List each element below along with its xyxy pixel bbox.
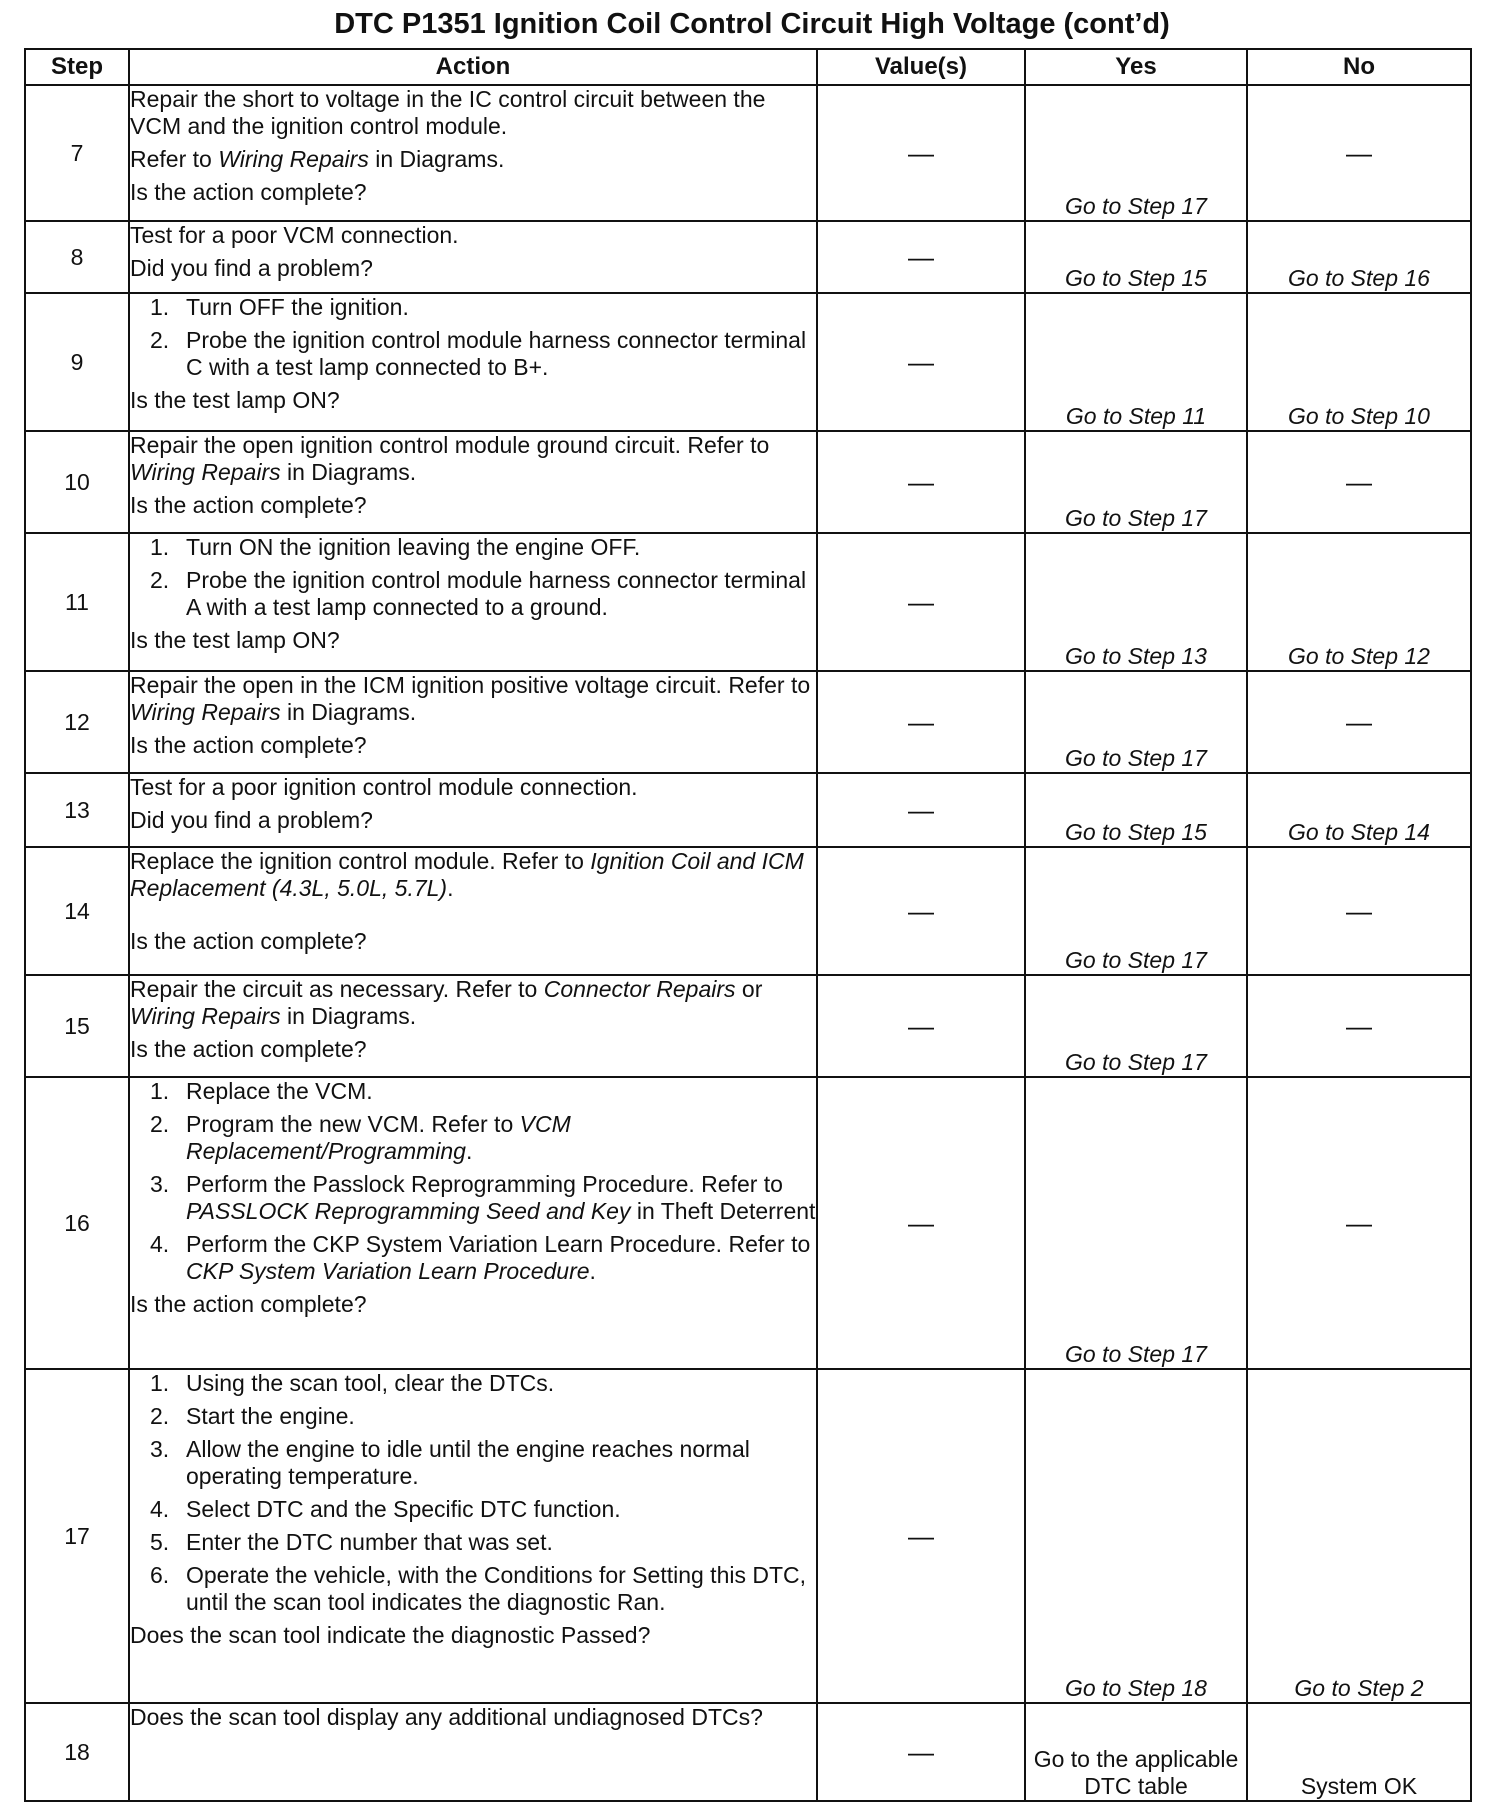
text-run: . [589, 1258, 596, 1284]
action-text [130, 1291, 816, 1318]
text-run: in Diagrams. [368, 146, 505, 172]
value-cell: — [817, 85, 1025, 221]
reference-text: Ignition Coil and ICM Replacement (4.3L, 5.0L, 5.7L) [130, 848, 804, 901]
action-cell [129, 533, 817, 671]
page-title: DTC P1351 Ignition Coil Control Circuit High Voltage (cont’d) [334, 8, 1170, 40]
action-cell [129, 293, 817, 431]
text-run: Repair the short to voltage in the IC control circuit between the VCM and the ignition control module. [130, 86, 766, 139]
reference-text: Wiring Repairs [130, 1003, 281, 1029]
action-text [130, 492, 816, 519]
table-row [25, 773, 1471, 847]
text-run: Test for a poor VCM connection. [130, 222, 459, 248]
reference-text: Connector Repairs [543, 976, 736, 1002]
value-cell: — [817, 1369, 1025, 1703]
action-text [130, 432, 816, 486]
action-cell [129, 671, 817, 773]
text-run: Turn OFF the ignition. [186, 294, 409, 320]
text-run: Refer to [130, 146, 219, 172]
procedure-list [130, 534, 816, 621]
table-row [25, 1703, 1471, 1801]
text-run: Is the test lamp ON? [130, 627, 340, 653]
procedure-step-number: 6. [150, 1562, 170, 1588]
procedure-step [130, 327, 816, 381]
step-number: 16 [25, 1077, 129, 1369]
step-number: 18 [25, 1703, 129, 1801]
step-number: 13 [25, 773, 129, 847]
no-result: Go to Step 10 [1247, 293, 1471, 431]
no-result: System OK [1247, 1703, 1471, 1801]
action-text [130, 1704, 816, 1731]
yes-result: Go to the applicable DTC table [1025, 1703, 1247, 1801]
no-result: — [1247, 85, 1471, 221]
action-text [130, 774, 816, 801]
step-number: 8 [25, 221, 129, 293]
value-cell: — [817, 1077, 1025, 1369]
text-run: Replace the ignition control module. Refer to [130, 848, 591, 874]
action-cell [129, 773, 817, 847]
procedure-step [130, 294, 816, 321]
procedure-step [130, 1562, 816, 1616]
procedure-list [130, 294, 816, 381]
procedure-step [130, 1370, 816, 1397]
no-result: — [1247, 431, 1471, 533]
value-cell: — [817, 847, 1025, 975]
text-run: Test for a poor ignition control module connection. [130, 774, 638, 800]
action-text [130, 179, 816, 206]
header-row [25, 49, 1471, 85]
text-run: Repair the open in the ICM ignition positive voltage circuit. Refer to [130, 672, 811, 698]
yes-result: Go to Step 17 [1025, 671, 1247, 773]
action-cell [129, 1703, 817, 1801]
reference-text: Wiring Repairs [130, 699, 281, 725]
procedure-step-number: 1. [150, 1078, 170, 1104]
action-cell [129, 1077, 817, 1369]
no-result: Go to Step 16 [1247, 221, 1471, 293]
no-result: — [1247, 975, 1471, 1077]
yes-result: Go to Step 11 [1025, 293, 1247, 431]
procedure-step-number: 1. [150, 294, 170, 320]
procedure-list [130, 1370, 816, 1616]
table-row [25, 975, 1471, 1077]
procedure-step-number: 1. [150, 534, 170, 560]
procedure-step-number: 2. [150, 1403, 170, 1429]
procedure-step-number: 2. [150, 1111, 170, 1137]
text-run: Allow the engine to idle until the engine reaches normal operating temperature. [186, 1436, 750, 1489]
text-run: . [465, 1138, 473, 1164]
reference-text: Wiring Repairs [130, 459, 281, 485]
action-text [130, 1622, 816, 1649]
procedure-step [130, 1496, 816, 1523]
yes-result: Go to Step 17 [1025, 847, 1247, 975]
table-row [25, 431, 1471, 533]
value-cell: — [817, 975, 1025, 1077]
text-run: in Diagrams. [280, 459, 417, 485]
yes-result: Go to Step 17 [1025, 85, 1247, 221]
action-text [130, 1036, 816, 1063]
table-row [25, 221, 1471, 293]
table-row [25, 293, 1471, 431]
header-values: Value(s) [817, 49, 1025, 85]
step-number: 17 [25, 1369, 129, 1703]
procedure-step [130, 1436, 816, 1490]
text-run: Is the action complete? [130, 1291, 367, 1317]
value-cell: — [817, 671, 1025, 773]
action-text [130, 255, 816, 282]
procedure-list [130, 1078, 816, 1285]
value-cell: — [817, 1703, 1025, 1801]
procedure-step-number: 1. [150, 1370, 170, 1396]
dtc-table [24, 48, 1472, 1802]
no-result: — [1247, 847, 1471, 975]
procedure-step [130, 1231, 816, 1285]
procedure-step [130, 1403, 816, 1430]
action-cell [129, 85, 817, 221]
step-number: 14 [25, 847, 129, 975]
table-row [25, 847, 1471, 975]
text-run: Is the test lamp ON? [130, 387, 340, 413]
procedure-step [130, 1078, 816, 1105]
table-row [25, 1077, 1471, 1369]
action-cell [129, 975, 817, 1077]
header-action: Action [129, 49, 817, 85]
no-result: Go to Step 14 [1247, 773, 1471, 847]
procedure-step-number: 2. [150, 327, 170, 353]
spacer [130, 902, 816, 928]
text-run: Is the action complete? [130, 1036, 367, 1062]
text-run: Operate the vehicle, with the Conditions for Setting this DTC, until the scan tool indicates the diagnostic Ran. [186, 1562, 807, 1615]
reference-text: CKP System Variation Learn Procedure [186, 1258, 590, 1284]
header-no: No [1247, 49, 1471, 85]
text-run: in Diagrams. [280, 1003, 417, 1029]
value-cell: — [817, 533, 1025, 671]
reference-text: VCM Replacement/Programming [186, 1111, 571, 1164]
text-run: Probe the ignition control module harness connector terminal C with a test lamp connected to B+. [186, 327, 807, 380]
text-run: Does the scan tool display any additional undiagnosed DTCs? [130, 1704, 763, 1730]
procedure-step [130, 534, 816, 561]
procedure-step-number: 4. [150, 1231, 170, 1257]
no-result: Go to Step 12 [1247, 533, 1471, 671]
yes-result: Go to Step 15 [1025, 773, 1247, 847]
table-row [25, 1369, 1471, 1703]
text-run: Program the new VCM. Refer to [186, 1111, 520, 1137]
step-number: 9 [25, 293, 129, 431]
text-run: Perform the CKP System Variation Learn Procedure. Refer to [186, 1231, 811, 1257]
reference-text: Wiring Repairs [218, 146, 369, 172]
text-run: Using the scan tool, clear the DTCs. [186, 1370, 555, 1396]
no-result: — [1247, 1077, 1471, 1369]
action-cell [129, 1369, 817, 1703]
text-run: Start the engine. [186, 1403, 355, 1429]
text-run: Enter the DTC number that was set. [186, 1529, 553, 1555]
text-run: in Theft Deterrent [630, 1198, 816, 1224]
procedure-step [130, 1529, 816, 1556]
yes-result: Go to Step 15 [1025, 221, 1247, 293]
no-result: Go to Step 2 [1247, 1369, 1471, 1703]
table-row [25, 85, 1471, 221]
procedure-step-number: 2. [150, 567, 170, 593]
action-text [130, 86, 816, 140]
no-result: — [1247, 671, 1471, 773]
procedure-step [130, 1171, 816, 1225]
text-run: in Diagrams. [280, 699, 417, 725]
yes-result: Go to Step 17 [1025, 975, 1247, 1077]
text-run: Probe the ignition control module harness connector terminal A with a test lamp connected to a ground. [186, 567, 807, 620]
procedure-step-number: 3. [150, 1436, 170, 1462]
text-run: Repair the circuit as necessary. Refer to [130, 976, 544, 1002]
text-run: Repair the open ignition control module ground circuit. Refer to [130, 432, 770, 458]
text-run: . [447, 875, 454, 901]
text-run: Is the action complete? [130, 732, 367, 758]
action-cell [129, 431, 817, 533]
step-number: 11 [25, 533, 129, 671]
procedure-step [130, 1111, 816, 1165]
procedure-step-number: 3. [150, 1171, 170, 1197]
text-run: Is the action complete? [130, 492, 367, 518]
table-row [25, 533, 1471, 671]
yes-result: Go to Step 17 [1025, 1077, 1247, 1369]
action-text [130, 848, 816, 902]
step-number: 15 [25, 975, 129, 1077]
action-text [130, 807, 816, 834]
text-run: Does the scan tool indicate the diagnostic Passed? [130, 1622, 651, 1648]
text-run: Perform the Passlock Reprogramming Procedure. Refer to [186, 1171, 783, 1197]
header-yes: Yes [1025, 49, 1247, 85]
value-cell: — [817, 221, 1025, 293]
action-text [130, 387, 816, 414]
text-run: Turn ON the ignition leaving the engine OFF. [186, 534, 641, 560]
text-run: Did you find a problem? [130, 255, 373, 281]
table-row [25, 671, 1471, 773]
action-text [130, 146, 816, 173]
value-cell: — [817, 431, 1025, 533]
action-text [130, 627, 816, 654]
table-body [25, 85, 1471, 1801]
action-text [130, 732, 816, 759]
text-run: Is the action complete? [130, 179, 367, 205]
procedure-step [130, 567, 816, 621]
action-cell [129, 221, 817, 293]
procedure-step-number: 5. [150, 1529, 170, 1555]
text-run: Did you find a problem? [130, 807, 373, 833]
action-text [130, 222, 816, 249]
text-run: Select DTC and the Specific DTC function. [186, 1496, 621, 1522]
text-run: Is the action complete? [130, 928, 367, 954]
action-text [130, 928, 816, 955]
action-cell [129, 847, 817, 975]
yes-result: Go to Step 18 [1025, 1369, 1247, 1703]
value-cell: — [817, 293, 1025, 431]
reference-text: PASSLOCK Reprogramming Seed and Key [186, 1198, 631, 1224]
action-text [130, 976, 816, 1030]
action-text [130, 672, 816, 726]
step-number: 10 [25, 431, 129, 533]
step-number: 12 [25, 671, 129, 773]
yes-result: Go to Step 17 [1025, 431, 1247, 533]
text-run: Replace the VCM. [186, 1078, 373, 1104]
step-number: 7 [25, 85, 129, 221]
value-cell: — [817, 773, 1025, 847]
header-step: Step [25, 49, 129, 85]
text-run: or [735, 976, 763, 1002]
yes-result: Go to Step 13 [1025, 533, 1247, 671]
procedure-step-number: 4. [150, 1496, 170, 1522]
